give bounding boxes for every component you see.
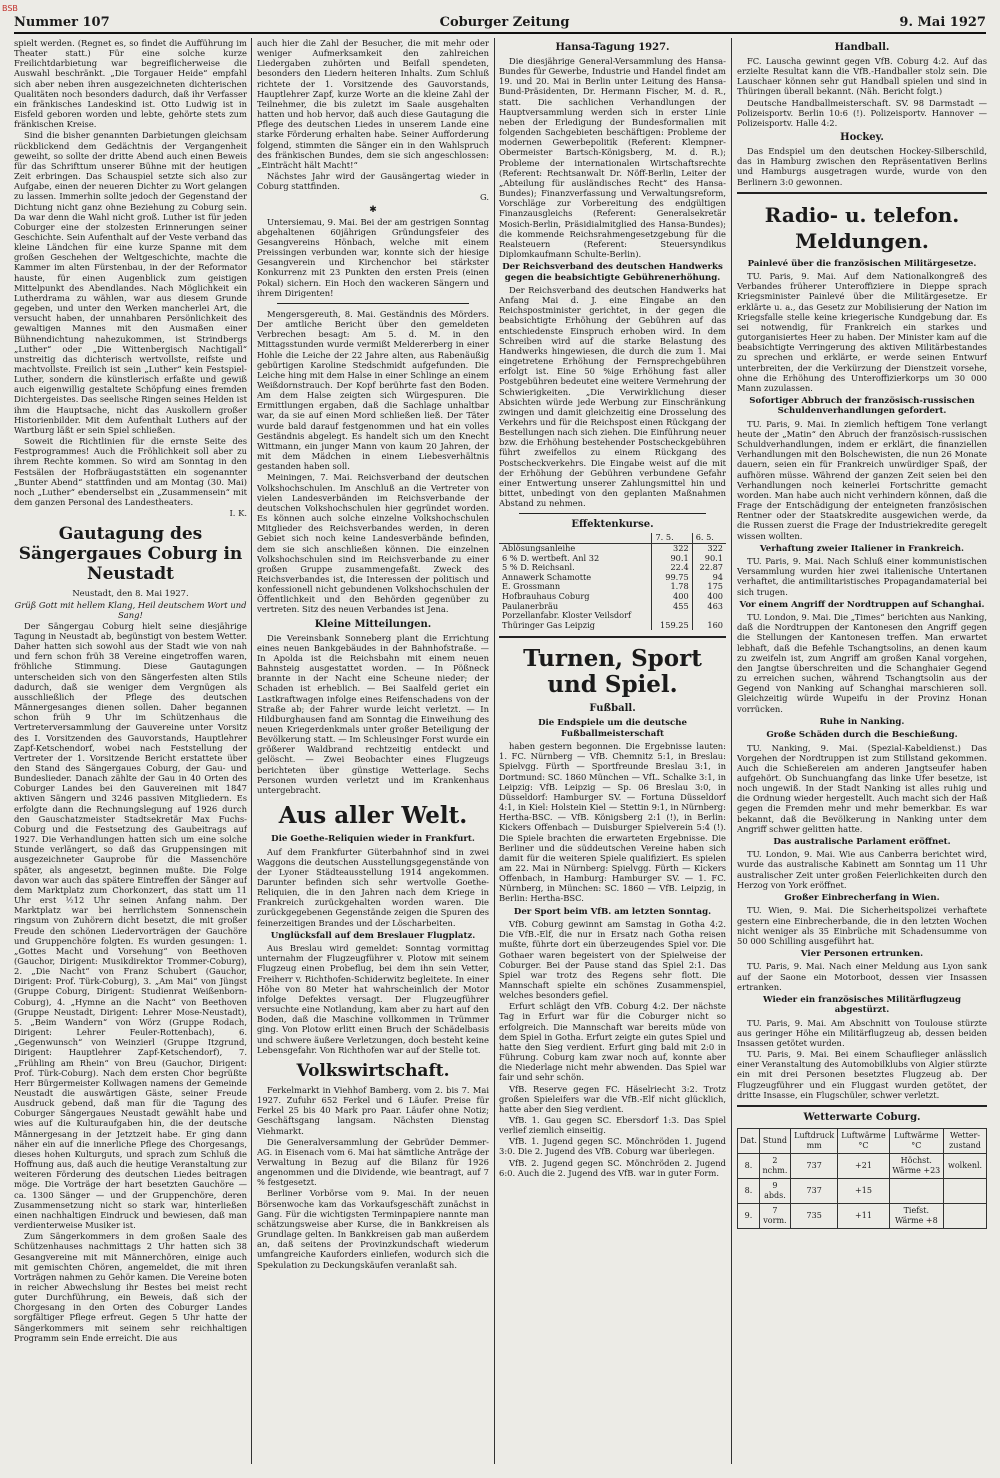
article-paragraph: Die Vereinsbank Sonneberg plant die Errichtung eines neuen Bankgebäudes in der Bahnhofstraße. — In Apolda ist die Reichsbahn mit einem neuen Bahnsteig ausgestattet worden. — In Pößneck brannte in der Nacht eine Scheune nieder; der Schaden ist erheblich. — Bei Saalfeld geriet ein Lastkraftwagen infolge eines Reifenschadens von der Straße ab; der Fahrer wurde leicht verletzt. — In Hildburghausen fand am Sonntag die Einweihung des neuen Kriegerdenkmals unter großer Beteiligung der Bevölkerung statt. — Im Schleusinger Forst wurde ein größerer Waldbrand rechtzeitig entdeckt und gelöscht. — Zwei Beobachter eines Flugzeugs berichteten über günstige Wetterlage. Sechs Personen wurden verletzt und im Krankenhaus untergebracht. bbox=[257, 632, 489, 795]
news-item-demmer: Die Generalversammlung der Gebrüder Demmer-AG. in Eisenach vom 6. Mai hat sämtliche Anträge der Verwaltung in Bezug auf die Bilanz für 1926 angenommen und die Dividende, wie beantragt, auf 7 % festgesetzt. bbox=[257, 1136, 489, 1188]
article-paragraph: Nächstes Jahr wird der Gausängertag wieder in Coburg stattfinden. bbox=[257, 171, 489, 192]
article-paragraph: spielt werden. (Regnet es, so findet die Aufführung im Theater statt.) Für eine solche kurze Freilichtdarbietung war begreiflicherweise die Auswahl beschränkt. „Die Torgauer Heide“ empfahl sich aber neben ihren ausgezeichneten dichterischen Qualitäten noch besonders dadurch, daß ihr Verfasser ein fränkisches Landeskind ist. Otto Ludwig ist in Eisfeld geboren worden und lebte, gehörte stets zum fränkischen Kreise. bbox=[14, 38, 247, 130]
article-paragraph: TU. Wien, 9. Mai. Die Sicherheitspolizei verhaftete gestern eine Einbrecherbande, die in den letzten Wochen nicht weniger als 35 Einbrüche mit Schadensumme von 50 000 Schilling ausgeführt hat. bbox=[737, 905, 987, 946]
table-header: Wetter-zustand bbox=[944, 1128, 987, 1153]
library-stamp: BSB bbox=[2, 4, 18, 13]
motto: Grüß Gott mit hellem Klang, Heil deutschem Wort und Sang! bbox=[14, 599, 247, 620]
column-divider bbox=[494, 38, 495, 1464]
column-2 bbox=[257, 38, 489, 1464]
article-paragraph: TU. London, 9. Mai. Wie aus Canberra berichtet wird, wurde das australische Kabinett am Sonntag um 11 Uhr australischer Zeit unter großen Feierlichkeiten durch den Herzog von York eröffnet. bbox=[737, 849, 987, 890]
separator-rule bbox=[737, 192, 987, 194]
table-cell: 160 bbox=[692, 621, 726, 631]
article-paragraph: VfB. Coburg gewinnt am Samstag in Gotha 4:2. Die VfB.-Elf, die nur in Ersatz nach Gotha reisen mußte, führte dort ein überzeugendes Spiel vor. Die Gothaer waren begeistert von der Spielweise der Coburger. Bei der Pause stand das Spiel 2:1. Das Spiel war trotz des Regens sehr flott. Die Mannschaft spielte ein schönes Zusammenspiel, welches besonders gefiel. bbox=[499, 919, 726, 1001]
table-cell: 9. bbox=[738, 1203, 760, 1228]
masthead-rule bbox=[14, 32, 986, 34]
table-cell: 2 nchm. bbox=[759, 1153, 790, 1178]
table-cell: 94 bbox=[692, 573, 726, 583]
subheadline-nanking: Ruhe in Nanking. bbox=[819, 716, 905, 727]
table-header: Stund bbox=[759, 1128, 790, 1153]
table-cell: Porzellanfabr. Kloster Veilsdorf bbox=[502, 610, 632, 621]
table-header: 6. 5. bbox=[692, 533, 726, 543]
article-paragraph: Die diesjährige General-Versammlung des Hansa-Bundes für Gewerbe, Industrie und Handel findet am 19. und 20. Mai in Berlin unter Leitung des Hansa-Bund-Präsidenten, Dr. Hermann Fischer, M. d. R., statt. Die sachlichen Verhandlungen der Hauptversammlung werden sich in erster Linie neben der Erledigung der Bundesformalien mit folgenden Sachgebieten beschäftigen: Probleme der modernen Gewerbepolitik (Referent: Klempner-Obermeister Bartsch-Königsberg, M. d. R.); Probleme der internationalen Wirtschaftsrechte (Referent: Rechtsanwalt Dr. Nöff-Berlin, Leiter der „Abteilung für ausländisches Recht“ des Hansa-Bundes); Finanzverfassung und Verwaltungsreform, Vorschläge zur Vorbereitung des endgültigen Finanzausgleichs (Referent: Generalsekretär Mosich-Berlin, Präsidialmitglied des Hansa-Bundes); die kommende Reichsrahmengesetzgebung für die Realsteuern (Referent: Steuersyndikus Diplomkaufmann Schulte-Berlin). bbox=[499, 56, 726, 259]
table-cell: 737 bbox=[790, 1178, 838, 1203]
article-paragraph: FC. Lauscha gewinnt gegen VfB. Coburg 4:2. Auf das erzielte Resultat kann die VfB.-Handballer stolz sein. Die Lauschaer können sehr gut Handball spielen und sind in Thüringen überall bekannt. (Näh. Bericht folgt.) bbox=[737, 56, 987, 97]
headline-handball: Handball. bbox=[834, 42, 890, 53]
headline-volkswirtschaft: Volkswirtschaft. bbox=[296, 1060, 450, 1081]
article-paragraph: TU. Nanking, 9. Mai. (Spezial-Kabeldienst.) Das Vorgehen der Nordtruppen ist zum Stillstand gekommen. Auch die Schießereien am anderen Jangtseufer haben aufgehört. Ob Sunchuangfang das linke Ufer besetze, ist noch ungewiß. In der Stadt Nanking ist alles ruhig und die Ordnung wieder hergestellt. Auch macht sich der Haß gegen die Fremden mehr und mehr bemerkbar. Es war bekannt, daß die Bevölkerung in Nanking unter dem Angriff schwer gelitten hatte. bbox=[737, 742, 987, 834]
article-paragraph: TU. Paris, 9. Mai. Nach einer Meldung aus Lyon sank auf der Saone ein Motorboot, dessen vier Insassen ertranken. bbox=[737, 961, 987, 992]
author-signature: G. bbox=[479, 192, 489, 203]
article-paragraph: VfB. Reserve gegen FC. Häselriecht 3:2. Trotz großen Spieleifers war die VfB.-Elf nicht glücklich, hatte aber den Sieg verdient. bbox=[499, 1083, 726, 1114]
table-cell: +11 bbox=[838, 1203, 889, 1228]
subheadline-ertrunken: Vier Personen ertrunken. bbox=[800, 948, 924, 959]
table-cell: 159.25 bbox=[652, 621, 692, 631]
table-cell: +15 bbox=[838, 1178, 889, 1203]
weather-table bbox=[737, 1128, 987, 1229]
table-cell: 1.78 bbox=[652, 582, 692, 592]
article-paragraph: Soweit die Richtlinien für die ernste Seite des Festprogrammes! Auch die Fröhlichkeit soll aber zu ihrem Rechte kommen. So wird am Sonntag in den Festsälen der Hofbräugaststätten ein sogenannter „Bunter Abend“ stattfinden und am Montag (30. Mai) noch „Luther“ ebenderselbst ein „Zusammensein“ mit dem ganzen Personal des Landestheaters. bbox=[14, 436, 247, 508]
column-1 bbox=[14, 38, 247, 1464]
article-paragraph: TU. Paris, 9. Mai. Am Abschnitt von Toulouse stürzte aus geringer Höhe ein Militärflugzeug ab, dessen beiden Insassen getötet wurden. bbox=[737, 1017, 987, 1048]
column-divider bbox=[251, 38, 252, 1464]
author-signature: I. K. bbox=[229, 508, 247, 519]
stock-price-table bbox=[499, 533, 726, 630]
headline-hockey: Hockey. bbox=[840, 132, 884, 144]
table-header: Luftwärme °C bbox=[838, 1128, 889, 1153]
subheadline-australien: Das australische Parlament eröffnet. bbox=[773, 836, 951, 847]
headline-kleine-mitteilungen: Kleine Mitteilungen. bbox=[314, 618, 432, 630]
table-cell: 8. bbox=[738, 1153, 760, 1178]
headline-gautagung: Gautagung des Sängergaues Coburg in Neustadt bbox=[18, 524, 243, 585]
table-cell: Annawerk Schamotte bbox=[502, 571, 592, 582]
separator-rule bbox=[277, 303, 469, 304]
subheadline-nanking-schaeden: Große Schäden durch die Beschießung. bbox=[766, 730, 958, 741]
headline-aus-aller-welt: Aus aller Welt. bbox=[278, 802, 468, 830]
subheadline-endspiele: Die Endspiele um die deutsche Fußballmeisterschaft bbox=[538, 718, 687, 739]
subheadline-shanghai: Vor einem Angriff der Nordtruppen auf Schanghai. bbox=[739, 599, 985, 610]
subheadline-abbruch: Sofortiger Abbruch der französisch-russischen Schuldenverhandlungen gefordert. bbox=[749, 396, 975, 417]
table-header: 7. 5. bbox=[652, 533, 692, 543]
table-header bbox=[499, 533, 652, 543]
table-row bbox=[738, 1203, 987, 1228]
table-cell: 7 vorm. bbox=[759, 1203, 790, 1228]
subheadline-wien: Großer Einbrecherfang in Wien. bbox=[784, 892, 940, 903]
table-cell bbox=[944, 1203, 987, 1228]
article-paragraph: haben gestern begonnen. Die Ergebnisse lauten: 1. FC. Nürnberg — VfB. Chemnitz 5:1, in Breslau: Spielvgg. Fürth — Sportfreunde Breslau 3:1, in Dortmund: SC. 1860 München — VfL. Schalke 3:1, in Leipzig: VfB. Leipzig — Sp. 06 Breslau 3:0, in Düsseldorf: Hamburger SV. — Fortuna Düsseldorf 4:1, in Kiel: Holstein Kiel — Stettin 9:1, in Nürnberg: Hertha-BSC. — VfB. Königsberg 2:1 (!), in Berlin: Kickers Offenbach — Duisburger Spielverein 5:4 (!). Die Spiele brachten die erwarteten Ergebnisse. Die Berliner und die süddeutschen Vereine haben sich damit für die weiteren Spiele qualifiziert. Es spielen am 22. Mai in Nürnberg: Spielvgg. Fürth — Kickers Offenbach, in Hamburg: Hamburger SV. — 1. FC. Nürnberg, in München: SC. 1860 — VfB. Leipzig, in Berlin: Hertha-BSC. bbox=[499, 741, 726, 904]
article-paragraph: Der Sängergau Coburg hielt seine diesjährige Tagung in Neustadt ab, begünstigt von bestem Wetter. Daher hatten sich sowohl aus der Stadt wie von nah und fern schon früh 38 Vereine eingetroffen waren, fröhliche Stimmung. Diese Gautagungen unterscheiden sich von den Sängerfesten alten Stils dadurch, daß sie weniger dem Vergnügen als ausschließlich der Pflege des deutschen Männergesanges dienen sollen. Daher begannen schon früh 9 Uhr im Schützenhaus die Vertreterversammlung der Gauvereine unter Vorsitz des I. Vorsitzenden des Gauvorstands, Hauptlehrer Zapf-Ketschendorf, wobei nach Feststellung der Vertreter der 1. Vorsitzende Bericht erstattete über den Stand des Sängergaues Coburg, der Gau- und Bundeslieder. Danach zählte der Gau in 40 Orten des Coburger Landes bei den Gauvereinen mit 1847 aktiven Sängern und 3246 passiven Mitgliedern. Es erfolgte dann die Rechnungslegung auf 1926 durch den Gauschatzmeister Stadtsekretär Max Fuchs-Coburg und die Festsetzung des Gaubeitrags auf 1927. Die Verhandlungen hatten sich um eine solche Stunde verlängert, so daß das Gruppensingen mit ausgezeichneter Gauprobe für die Massenchöre später, als angesetzt, beginnen mußte. Die Folge davon war auch das spätere Eintreffen der Sänger auf dem Marktplatz zum Chorkonzert, das statt um 11 Uhr erst ½12 Uhr seinen Anfang nahm. Der Marktplatz war bei herrlichstem Sonnenschein ringsum von Zuhörern dicht besetzt, die mit großer Freude den schönen Liedervorträgen der Gauchöre und Gruppenchöre folgten. Es wurden gesungen: 1. „Gottes Macht und Vorsehung“ von Beethoven (Gauchor, Dirigent: Musikdirektor Trommer-Coburg), 2. „Die Nacht“ von Franz Schubert (Gauchor, Dirigent: Prof. Türk-Coburg), 3. „Am Mai“ von Jüngst (Gruppe Coburg, Dirigent: Studienrat Weißenborn-Coburg), 4. „Hymne an die Nacht“ von Beethoven (Gruppe Neustadt, Dirigent: Lehrer Mose-Neustadt), 5. „Beim Wandern“ von Wörz (Gruppe Rodach, Dirigent: Lehrer Feuler-Rottenbach), 6. „Gegenwunsch“ von Weinzierl (Gruppe Itzgrund, Dirigent: Hauptlehrer Zapf-Ketschendorf), 7. „Frühling am Rhein“ von Breu (Gauchor, Dirigent: Prof. Türk-Coburg). Nach dem ersten Chor begrüßte Herr Bürgermeister Kollwagen namens der Gemeinde Neustadt die auswärtigen Gäste, seiner Freude Ausdruck gebend, daß man für die Tagung des Coburger Sängergaues Neustadt gewählt habe und wies auf die Kulturaufgaben hin, die der deutsche Männergesang in der Jetztzeit habe. Er ging dann näher ein auf die innerliche Pflege des Chorgesangs, dieses hohen Kulturguts, und sprach zum Schluß die Hoffnung aus, daß auch die heutige Veranstaltung zur weiteren Förderung des deutschen Liedes beitragen möge. Die Vorträge der hart besetzten Gauchöre — ca. 1300 Sänger — und der Gruppenchöre, deren Zusammensetzung nicht so stark war, hinterließen einen nachhaltigen Eindruck und bewiesen, daß man verdienterweise Musiker ist. bbox=[14, 620, 247, 1231]
news-item-bamberg: Ferkelmarkt in Viehhof Bamberg. vom 2. bis 7. Mai 1927. Zufuhr 652 Ferkel und 6 Läufer. Preise für Ferkel 25 bis 40 Mark pro Paar. Läufer ohne Notiz; Geschäftsgang langsam. Nächsten Dienstag Viehmarkt. bbox=[257, 1084, 489, 1136]
table-cell: 322 bbox=[692, 543, 726, 553]
article-paragraph: TU. Paris, 9. Mai. In ziemlich heftigem Tone verlangt heute der „Matin“ den Abruch der französisch-russischen Schuldverhandlungen, indem er erklärt, die finanziellen Verhandlungen mit den Bolschewisten, die nun 26 Monate dauern, seien ein für Frankreich unwürdiger Spaß, der aufhören müsse. Während der ganzen Zeit seien bei den Verhandlungen noch keinerlei Fortschritte gemacht worden. Man habe auch nicht verhindern können, daß die Frage der Entschädigung der enteigneten französischen Rentner oder der Staatskredite ausgewichen werde, da die Russen zuerst die Frage der Industriekredite geregelt wissen wollten. bbox=[737, 418, 987, 541]
table-cell bbox=[889, 1178, 944, 1203]
table-cell: 322 bbox=[652, 543, 692, 553]
separator-rule bbox=[499, 636, 726, 638]
subheadline-sport-vfb: Der Sport beim VfB. am letzten Sonntag. bbox=[513, 906, 712, 917]
table-row bbox=[738, 1178, 987, 1203]
table-cell: 5 % D. Reichsanl. bbox=[502, 562, 575, 573]
article-paragraph: Das Endspiel um den deutschen Hockey-Silberschild, das in Hamburg zwischen den Repräsentativen Berlins und Hamburgs ausgetragen wurde, wurde von den Berlinern 3:0 gewonnen. bbox=[737, 146, 987, 187]
subheadline-fussball: Fußball. bbox=[589, 703, 636, 715]
table-cell bbox=[944, 1178, 987, 1203]
table-cell: 99.75 bbox=[652, 573, 692, 583]
subheadline-flugzeug: Wieder ein französisches Militärflugzeug abgestürzt. bbox=[762, 994, 962, 1016]
table-header: Dat. bbox=[738, 1128, 760, 1153]
subheadline-breslau: Unglücksfall auf dem Breslauer Flugplatz. bbox=[270, 930, 476, 941]
column-3 bbox=[499, 38, 726, 1464]
article-paragraph: Deutsche Handballmeisterschaft. SV. 98 Darmstadt — Polizeisportv. Berlin 10:6 (!). Polizeisportv. Hannover — Polizeisportv. Halle 4:2. bbox=[737, 97, 987, 128]
separator-rule bbox=[519, 513, 706, 514]
article-paragraph: Aus Breslau wird gemeldet: Sonntag vormittag unternahm der Flugzeugführer v. Plotow mit seinem Flugzeug einen Probeflug, bei dem ihn sein Vetter, Freiherr v. Richthofen-Schiderwitz begleitete. In einer Höhe von 80 Meter hat wahrscheinlich der Motor infolge Defektes versagt. Der Flugzeugführer versuchte eine Notlandung, kam aber zu hart auf den Boden, daß die Maschine vollkommen in Trümmer ging. Von Plotow erlitt einen Bruch der Schädelbasis und schwere äußere Verletzungen, doch besteht keine Lebensgefahr. Von Richthofen war auf der Stelle tot. bbox=[257, 943, 489, 1055]
table-cell: Thüringer Gas Leipzig bbox=[502, 619, 595, 630]
article-paragraph: TU. Paris, 9. Mai. Nach Schluß einer kommunistischen Versammlung wurden hier zwei italienische Untertanen verhaftet, die antimilitaristisches Propagandamaterial bei sich trugen. bbox=[737, 556, 987, 597]
article-paragraph: Der Reichsverband des deutschen Handwerks hat Anfang Mai d. J. eine Eingabe an den Reichspostminister gerichtet, in der gegen die beabsichtigte Erhöhung der Gebühren auf das entschiedenste Einspruch erhoben wird. In dem Schreiben wird auf die starke Belastung des Handwerks hingewiesen, die durch die zum 1. Mai eingetretene Erhöhung der Fernsprechgebühren erfolgt ist. Eine 50 %ige Erhöhung fast aller Postgebühren bedeutet eine weitere Vermehrung der Schwierigkeiten. „Die Verwirklichung dieser Absichten würde jede Werbung zur Einschränkung zwingen und damit gleichzeitig eine Drosselung des Verkehrs und für die Reichspost einen Rückgang der Bestellungen nach sich ziehen. Die Einführung neuer bzw. die Erhöhung bestehender Postscheckgebühren führt zweifellos zu einem Rückgang des Postscheckverkehrs. Die Eingabe weist auf die mit der Erhöhung der Gebühren verbundene Gefahr einer Entwertung unserer Zahlungsmittel hin und bittet, unbedingt von den geplanten Maßnahmen Abstand zu nehmen. bbox=[499, 284, 726, 509]
headline-turnen-sport-spiel: Turnen, Sport und Spiel. bbox=[523, 645, 702, 699]
table-header: Luftwärme °C bbox=[889, 1128, 944, 1153]
table-cell: E. Grossmann bbox=[502, 581, 561, 592]
table-cell: 400 bbox=[652, 592, 692, 602]
table-cell: 463 bbox=[692, 602, 726, 612]
news-item-meiningen: Meiningen, 7. Mai. Reichsverband der deutschen Volkshochschulen. Im Anschluß an die Vertreter von vielen Landesverbänden im Reichsverbande der deutschen Volkshochschulen hier gegründet worden. Es können auch solche einzelne Volkshochschulen Mitglieder des Reichsverbandes werden, in deren Gebiet sich noch keine Landesverbände befinden, dem sie sich anschließen können. Die einzelnen Volkshochschulen sind im Reichsverbande zu einer großen Gruppe zusammengefaßt. Zweck des Reichsverbandes ist, die Interessen der politisch und konfessionell nicht gebundenen Volkshochschulen der Öffentlichkeit und den Behörden gegenüber zu vertreten. Sitz des neuen Verbandes ist Jena. bbox=[257, 472, 489, 615]
headline-effektenkurse: Effektenkurse. bbox=[571, 519, 654, 531]
column-divider bbox=[731, 38, 732, 1464]
article-paragraph: Sind die bisher genannten Darbietungen gleichsam rückblickend dem Gedächtnis der Vergangenheit geweiht, so sollte der dritte Abend auch einen Beweis für das Schrifttum unserer Bühne mit der heutigen Zeit erbringen. Das Schauspiel setzte sich also zur Aufgabe, einen der neueren Dichter zu Wort gelangen zu lassen. Immerhin sollte jedoch der Gegenstand der Dichtung nicht ganz ohne Beziehung zu Coburg sein. Da war denn die Wahl nicht groß. Luther ist für jeden Coburger eine der stolzesten Erinnerungen seiner Geschichte. Sein Aufenthalt auf der Veste verband das kleine Ländchen für eine kurze Spanne mit dem großen Geschehen der Weltgeschichte, machte die Kammer im alten Fürstenbau, in der der Reformator hauste, für einen Augenblick zum geistigen Mittelpunkt des Abendlandes. Nach Möglichkeit ein Lutherdrama zu wählen, war aus diesem Grunde gegeben, und unter den Werken mancherlei Art, die versucht haben, der unnahbaren Persönlichkeit des gewaltigen Mannes mit den Ausmaßen einer Bühnendichtung nahezukommen, ist Strindbergs „Luther“ oder „Die Wittenbergisch Nachtigall“ unstreitig das dichterisch wertvollste, reifste und machtvollste. Freilich ist sein „Luther“ kein Festspiel-Luther, sondern die künstlerisch erfaßte und gewiß auch eigenwillig gestaltete Schöpfung eines fremden Dichtergeistes. Das seelische Ringen seines Helden ist ihm die Hauptsache, nicht das Auskollern großer Historienbilder. Mit dem Aufenthalt Luthers auf der Wartburg läßt er sein Spiel schließen. bbox=[14, 130, 247, 435]
table-cell: Hofbrauhaus Coburg bbox=[502, 590, 590, 601]
subheadline-painleve: Painlevé über die französischen Militärgesetze. bbox=[747, 258, 977, 269]
table-cell: 400 bbox=[692, 592, 726, 602]
table-cell: 175 bbox=[692, 582, 726, 592]
table-cell: 455 bbox=[652, 602, 692, 612]
table-cell: 90.1 bbox=[652, 554, 692, 564]
separator-rule bbox=[737, 1105, 987, 1107]
news-item-boerse: Berliner Vorbörse vom 9. Mai. In der neuen Börsenwoche kam das Vorkaufsgeschäft zunächst in Gang. Für die wichtigsten Terminpapiere nannte man schätzungsweise aber Kurse, die in Bankkreisen als Grundlage gelten. In Bankkreisen gab man außerdem an, daß seitens der Provinzkundschaft wiederum umfangreiche Kauforders einliefen, wodurch sich die Spekulation zu Deckungskäufen veranlaßt sah. bbox=[257, 1188, 489, 1270]
article-paragraph: VfB. 1. Gau gegen SC. Ebersdorf 1:3. Das Spiel verlief ziemlich einseitig. bbox=[499, 1115, 726, 1136]
article-paragraph: auch hier die Zahl der Besucher, die mit mehr oder weniger Aufmerksamkeit den zahlreichen Liedergaben zuhörten und Beifall spendeten, besonders den Liedern heiteren Inhalts. Zum Schluß richtete der 1. Vorsitzende des Gauvorstands, Hauptlehrer Zapf, kurze Worte an die kleine Zahl der Teilnehmer, die bis zuletzt im Saale ausgehalten hatten und hob hervor, daß auch diese Gautagung die Pflege des deutschen Liedes in unserem Lande eine starke Förderung erhalten habe. Seiner Aufforderung folgend, stimmten die Sänger ein in den Wahlspruch des fränkischen Bundes, dem sie sich angeschlossen: „Einträcht hält Macht!“ bbox=[257, 38, 489, 170]
separator-star: ✱ bbox=[369, 204, 377, 215]
newspaper-title: Coburger Zeitung bbox=[439, 15, 570, 30]
table-cell: wolkenl. bbox=[944, 1153, 987, 1178]
table-cell: 735 bbox=[790, 1203, 838, 1228]
headline-handwerk: Der Reichsverband des deutschen Handwerks gegen die beabsichtigte Gebührenerhöhung. bbox=[502, 262, 723, 283]
masthead bbox=[14, 8, 986, 30]
table-cell: Paulanerbräu bbox=[502, 600, 559, 611]
table-cell: Höchst. Wärme +23 bbox=[889, 1153, 944, 1178]
table-cell: 737 bbox=[790, 1153, 838, 1178]
column-4 bbox=[737, 38, 987, 1464]
table-header: Luftdruck mm bbox=[790, 1128, 838, 1153]
table-cell: 22.4 bbox=[652, 563, 692, 573]
news-item-untersiemau: Untersiemau, 9. Mai. Bei der am gestrigen Sonntag abgehaltenen 60jährigen Gründungsfeier des Gesangvereins Hönbach, welche mit einem Preissingen verbunden war, konnte sich der hiesige Gesangverein und Kirchenchor bei stärkster Konkurrenz mit 23 Punkten den ersten Preis (einen Pokal) sichern. Ein Hoch den wackeren Sängern und ihrem Dirigenten! bbox=[257, 216, 489, 298]
table-row bbox=[738, 1153, 987, 1178]
table-cell: Ablösungsanleihe bbox=[502, 542, 576, 553]
table-cell: 22.87 bbox=[692, 563, 726, 573]
article-paragraph: VfB. 1. Jugend gegen SC. Mönchröden 1. Jugend 3:0. Die 2. Jugend des VfB. Coburg war überlegen. bbox=[499, 1136, 726, 1157]
table-cell: 9 abds. bbox=[759, 1178, 790, 1203]
article-paragraph: Erfurt schlägt den VfB. Coburg 4:2. Der nächste Tag in Erfurt war für die Coburger nicht so erfolgreich. Die Mannschaft war bereits müde von dem Spiel in Gotha. Erfurt zeigte ein gutes Spiel und hatte den Sieg verdient. Erfurt ging bald mit 2:0 in Führung. Coburg kam zwar noch auf, konnte aber die Niederlage nicht mehr abwenden. Das Spiel war fair und sehr schön. bbox=[499, 1001, 726, 1083]
issue-number: Nummer 107 bbox=[14, 15, 110, 30]
subheadline-italiener: Verhaftung zweier Italiener in Frankreich. bbox=[759, 543, 965, 554]
article-paragraph: Zum Sängerkommers in dem großen Saale des Schützenhauses nachmittags 2 Uhr hatten sich 38 Gesangvereine mit mit Männerchören, einige auch mit gemischten Chören, angemeldet, die mit ihren Vorträgen nahmen zu Gehör kamen. Die Vereine boten in reicher Abwechslung ihr Bestes bei meist recht guter Durchführung, ein Beweis, daß sich der Chorgesang in den Orten des Coburger Landes sorgfältiger Pflege erfreut. Gegen 5 Uhr hatte der Sängerkommers mit seinem sehr reichhaltigen Programm sein Ende erreicht. Die aus bbox=[14, 1231, 247, 1343]
dateline: Neustadt, den 8. Mai 1927. bbox=[72, 588, 189, 599]
news-item-mengersgereuth: Mengersgereuth, 8. Mai. Geständnis des Mörders. Der amtliche Bericht über den gemeldeten Verbrechen besagt: Am 5. d. M. in den Mittagsstunden wurde vermißt Meldererberg in einer Hohle die Leiche der 22 Jahre alten, aus Rabenäußig gebürtigen Karoline Stedschmidt aufgefunden. Die Leiche hing mit dem Halse in einer Schlinge an einem Weißdornstrauch. Der Kopf berührte fast den Boden. Am dem Halse zeigten sich Würgespuren. Die Ermittlungen ergaben, daß die Sachlage unhaltbar war, da sie auf einen Mord schließen ließ. Der Täter wurde bald darauf festgenommen und hat ein volles Geständnis abgelegt. Es handelt sich um den Knecht Wittmann, ein junger Mann von kaum 20 Jahren, der mit dem Mädchen in einem Liebesverhältnis gestanden haben soll. bbox=[257, 308, 489, 472]
table-cell: 6 % D. wertbeft. Anl 32 bbox=[502, 552, 600, 563]
article-paragraph: TU. Paris, 9. Mai. Bei einem Schauflieger anlässlich einer Veranstaltung des Automobilklubs von Algier stürzte ein mit drei Personen besetztes Flugzeug ab. Der Flugzeugführer und ein Fluggast wurden getötet, der dritte Insasse, ein Flugschüler, schwer verletzt. bbox=[737, 1049, 987, 1100]
table-cell: 90.1 bbox=[692, 554, 726, 564]
table-cell: 8. bbox=[738, 1178, 760, 1203]
subheadline-goethe: Die Goethe-Reliquien wieder in Frankfurt. bbox=[271, 834, 475, 845]
article-paragraph: VfB. 2. Jugend gegen SC. Mönchröden 2. Jugend 6:0. Auch die 2. Jugend des VfB. war in guter Form. bbox=[499, 1157, 726, 1178]
headline-radio-meldungen: Radio- u. telefon. Meldungen. bbox=[764, 202, 960, 253]
table-row bbox=[499, 621, 726, 631]
table-cell: +21 bbox=[838, 1153, 889, 1178]
headline-wetterwarte: Wetterwarte Coburg. bbox=[803, 1111, 921, 1123]
article-paragraph: TU. London, 9. Mai. Die „Times“ berichten aus Nanking, daß die Nordtruppen der Kantonesen den Angriff gegen die Stellungen der Kantonesen treffen. Man erwartet lebhaft, daß die Befehle Tschangtsolins, an denen kaum zu zweifeln ist, zum Angriff am großen Kanal vorgehen, den Jangtse überschreiten und die Schanghaier Gegend zu erreichen suchen, während Tschangtsolin aus der Gegend von Nanking auf Schanghai marschieren soll. Gleichzeitig würde Wupeifu in der Provinz Honan vorrücken. bbox=[737, 612, 987, 714]
article-paragraph: Auf dem Frankfurter Güterbahnhof sind in zwei Waggons die deutschen Ausstellungsgegenstände von der Lyoner Städteausstellung 1914 angekommen. Darunter befinden sich sehr wertvolle Goethe-Reliquien, die in den Jahren nach dem Kriege in Frankreich zurückgehalten worden waren. Die zurückgegebenen Gegenstände zeigen die Spuren des feinerzeitigen Brandes und der Löscharbeiten. bbox=[257, 846, 489, 928]
table-cell: Tiefst. Wärme +8 bbox=[889, 1203, 944, 1228]
issue-date: 9. Mai 1927 bbox=[899, 15, 986, 30]
headline-hansa: Hansa-Tagung 1927. bbox=[555, 42, 670, 53]
article-paragraph: TU. Paris, 9. Mai. Auf dem Nationalkongreß des Verbandes früherer Unteroffiziere in Dieppe sprach Kriegsminister Painlevé über die Militärgesetze. Er erklärte u. a., das Gesetz zur Mobilisierung der Nation im Kriegsfalle stelle keine kriegerische Kundgebung dar. Es sei notwendig, für Frankreich ein starkes und gutorganisiertes Heer zu haben. Der Minister kam auf die beabsichtigte Verringerung des aktiven Militärbestandes zu sprechen und erklärte, er werde seinen Entwurf unterbreiten, der die Verkürzung der Dienstzeit vorsehe, ohne die Erhöhung des Unteroffizierkorps um 30 000 Mann zuzulassen. bbox=[737, 271, 987, 393]
